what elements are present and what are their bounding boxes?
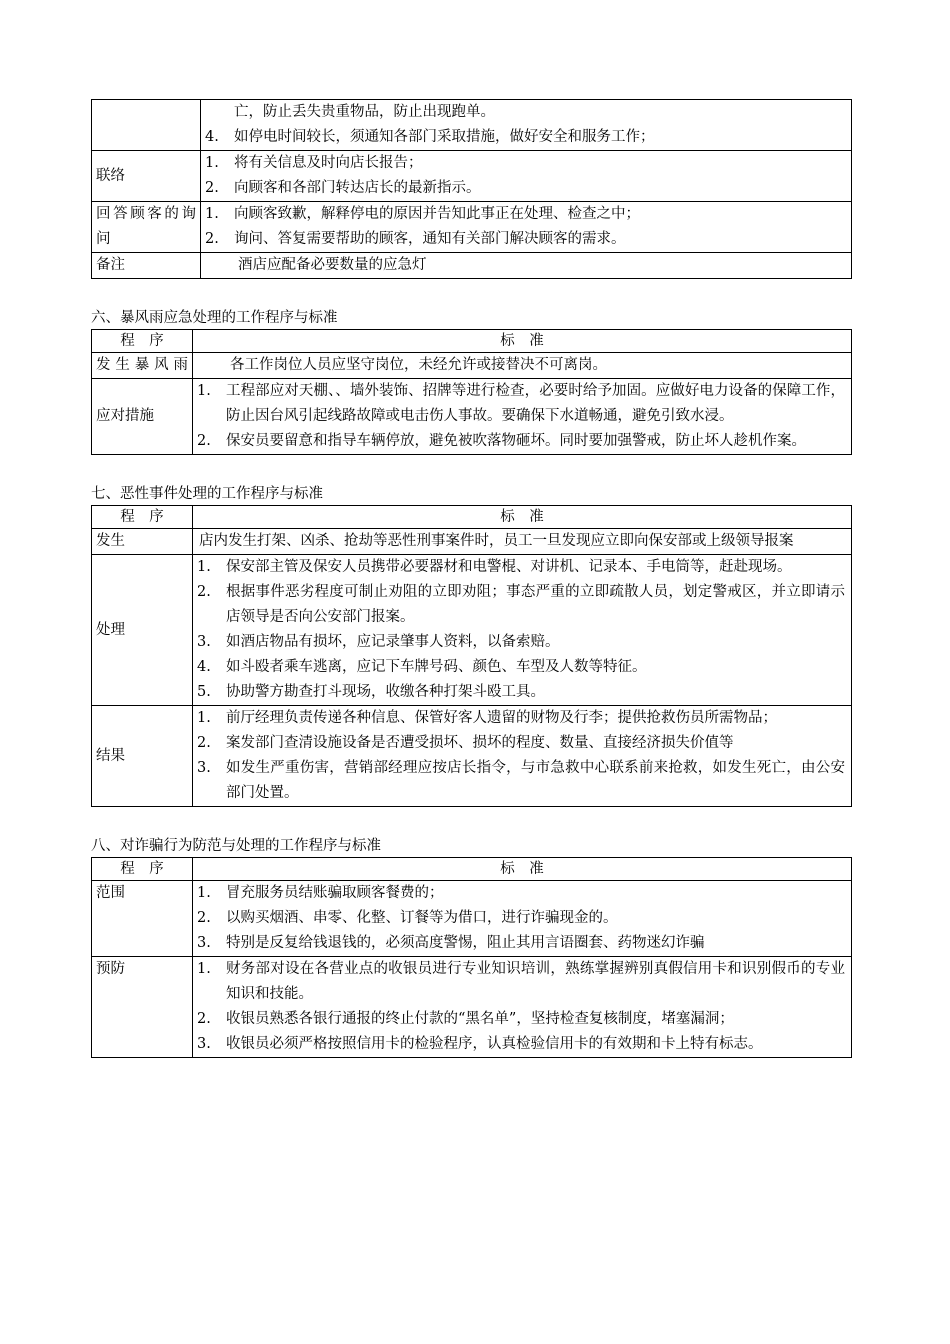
- power-outage-table: [91, 99, 852, 279]
- row-label: 回答顾客的询问: [92, 202, 201, 253]
- malicious-incident-table: [91, 505, 852, 807]
- row-label: 处理: [92, 555, 193, 706]
- row-content: [193, 881, 852, 957]
- list-item: 1. 财务部对设在各营业点的收银员进行专业知识培训，熟练掌握辨别真假信用卡和识别假币的专业知识和技能。: [197, 961, 845, 1002]
- list-item: 2. 收银员熟悉各银行通报的终止付款的“黑名单”，坚持检查复核制度，堵塞漏洞；: [197, 1011, 734, 1027]
- row-label: [92, 100, 201, 151]
- row-label: 范围: [92, 881, 193, 957]
- table-row: [92, 353, 852, 379]
- list-item: 3. 特别是反复给钱退钱的，必须高度警惕，阻止其用言语圈套、药物迷幻诈骗: [197, 935, 705, 951]
- column-header: 程 序: [92, 506, 193, 529]
- list-item: 1. 保安部主管及保安人员携带必要器材和电警棍、对讲机、记录本、手电筒等，赶赴现场。: [197, 559, 792, 575]
- list-item: 4. 如停电时间较长，须通知各部门采取措施，做好安全和服务工作；: [205, 129, 655, 145]
- storm-table: [91, 329, 852, 455]
- table-row: [92, 706, 852, 807]
- table-header-row: [92, 506, 852, 529]
- list-item: 1. 前厅经理负责传递各种信息、保管好客人遗留的财物及行李；提供抢救伤员所需物品；: [197, 710, 777, 726]
- row-content: [193, 706, 852, 807]
- list-item: 3. 如酒店物品有损坏，应记录肇事人资料，以备索赔。: [197, 634, 560, 650]
- table-header-row: [92, 330, 852, 353]
- row-label: 发生: [92, 529, 193, 555]
- section-title: 八、对诈骗行为防范与处理的工作程序与标准: [91, 838, 381, 854]
- list-item: 1. 冒充服务员结账骗取顾客餐费的；: [197, 885, 444, 901]
- table-row: [92, 100, 852, 151]
- row-content: 店内发生打架、凶杀、抢劫等恶性刑事案件时，员工一旦发现应立即向保安部或上级领导报案: [193, 529, 852, 555]
- column-header: 标 准: [193, 330, 852, 353]
- table-row: [92, 957, 852, 1058]
- list-item: 4. 如斗殴者乘车逃离，应记下车牌号码、颜色、车型及人数等特征。: [197, 659, 647, 675]
- row-label: 发生暴风雨: [92, 353, 193, 379]
- row-label: 结果: [92, 706, 193, 807]
- list-item: 2. 案发部门查清设施设备是否遭受损坏、损坏的程度、数量、直接经济损失价值等: [197, 735, 734, 751]
- row-label: 应对措施: [92, 379, 193, 455]
- list-item: 2. 向顾客和各部门转达店长的最新指示。: [205, 180, 481, 196]
- document-page: [91, 99, 852, 1058]
- section-title: 七、恶性事件处理的工作程序与标准: [91, 486, 323, 502]
- column-header: 程 序: [92, 330, 193, 353]
- row-content: 各工作岗位人员应坚守岗位，未经允许或接替决不可离岗。: [193, 353, 852, 379]
- list-item: 2. 以购买烟酒、串零、化整、订餐等为借口，进行诈骗现金的。: [197, 910, 618, 926]
- list-item: 2. 保安员要留意和指导车辆停放，避免被吹落物砸坏。同时要加强警戒，防止坏人趁机作案。: [197, 433, 806, 449]
- row-content: [193, 957, 852, 1058]
- list-item: 3. 如发生严重伤害，营销部经理应按店长指令，与市急救中心联系前来抢救，如发生死亡，由公安部门处置。: [197, 760, 845, 801]
- fraud-prevention-table: [91, 857, 852, 1058]
- column-header: 标 准: [193, 858, 852, 881]
- list-item: 2. 根据事件恶劣程度可制止劝阻的立即劝阻；事态严重的立即疏散人员，划定警戒区，并立即请示店领导是否向公安部门报案。: [197, 584, 845, 625]
- row-content: [201, 100, 852, 151]
- row-content: [193, 379, 852, 455]
- row-content: [193, 555, 852, 706]
- list-item: 2. 询问、答复需要帮助的顾客，通知有关部门解决顾客的需求。: [205, 231, 626, 247]
- table-row: [92, 151, 852, 202]
- list-item: 1. 将有关信息及时向店长报告；: [205, 155, 423, 171]
- row-label: 联络: [92, 151, 201, 202]
- table-row: [92, 379, 852, 455]
- row-label: 备注: [92, 253, 201, 279]
- column-header: 标 准: [193, 506, 852, 529]
- table-row: [92, 253, 852, 279]
- row-label: 预防: [92, 957, 193, 1058]
- table-row: [92, 555, 852, 706]
- row-content: 酒店应配备必要数量的应急灯: [201, 253, 852, 279]
- table-header-row: [92, 858, 852, 881]
- row-content: [201, 202, 852, 253]
- table-row: [92, 529, 852, 555]
- list-item: 5. 协助警方勘查打斗现场，收缴各种打架斗殴工具。: [197, 684, 545, 700]
- table-row: [92, 202, 852, 253]
- list-item: 3. 收银员必须严格按照信用卡的检验程序，认真检验信用卡的有效期和卡上特有标志。: [197, 1036, 763, 1052]
- column-header: 程 序: [92, 858, 193, 881]
- section-title: 六、暴风雨应急处理的工作程序与标准: [91, 310, 338, 326]
- row-content: [201, 151, 852, 202]
- list-item: 亡，防止丢失贵重物品，防止出现跑单。: [234, 104, 495, 120]
- list-item: 1. 工程部应对天棚、、墙外装饰、招牌等进行检查，必要时给予加固。应做好电力设备的保障工作，防止因台风引起线路故障或电击伤人事故。要确保下水道畅通，避免引致水浸。: [197, 383, 845, 424]
- table-row: [92, 881, 852, 957]
- list-item: 1. 向顾客致歉，解释停电的原因并告知此事正在处理、检查之中；: [205, 206, 640, 222]
